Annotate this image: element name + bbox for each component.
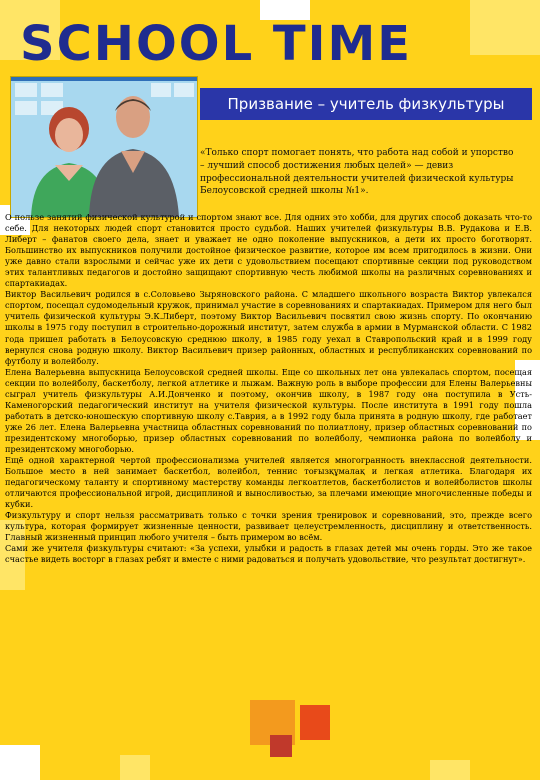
teachers-photo-icon: [10, 76, 198, 218]
article-paragraph: Сами же учителя физкультуры считают: «За успехи, улыбки и радость в глазах детей мы очень горды. Это же такое счастье видеть восторг в глазах ребят и вместе с ними радоваться и получать удовольствие, что результат достигнут».: [5, 543, 532, 565]
article-paragraph: Ещё одной характерной чертой профессионализма учителей является многогранность внеклассной деятельности. Большое место в ней занимает баскетбол, волейбол, теннис тоғызқұмалақ и легкая атлетика. Благодаря их педагогическому таланту и спортивному мастерству команды легкоатлетов, баскетболистов и волейболистов школы отличаются профессиональной игрой, дисциплиной и выносливостью, за плечами имеющие многочисленные победы и кубки.: [5, 455, 532, 510]
article-body: [5, 212, 532, 566]
article-paragraph: Физкультуру и спорт нельзя рассматривать только с точки зрения тренировок и соревнований, это, прежде всего культура, которая формирует жизненные ценности, развивает целеустремленность, дисциплину и ответственность. Главный жизненный принцип любого учителя – быть примером во всём.: [5, 510, 532, 543]
lead-quote: «Только спорт помогает понять, что работа над собой и упорство – лучший способ достижения любых целей» — девиз профессиональной деятельности учителей физической культуры Белоусовской средней школы №1».: [200, 148, 514, 197]
article-paragraph: Елена Валерьевна выпускница Белоусовской средней школы. Еще со школьных лет она увлекалась спортом, посещая секции по волейболу, баскетболу, легкой атлетике и лыжам. Важную роль в выборе профессии для Елены Валерьевны сыграл учитель физкультуры А.И.Донченко и поэтому, окончив школу, в 1987 году она поступила в Усть-Каменогорский педагогический институт на учителя физической культуры. После института в 1991 году пошла работать в детско-юношескую спортивную школу с.Таврия, а в 1992 году была принята в родную школу, где работает уже 26 лет. Елена Валерьевна участница областных соревнований по полиатлону, призер областных соревнований по президентскому многоборью, призер областных соревнований по волейболу, чемпионка района по волейболу и президентскому многоборью.: [5, 366, 532, 454]
article-paragraph: О пользе занятий физической культурой и спортом знают все. Для одних это хобби, для других способ доказать что-то себе. Для некоторых людей спорт становится просто судьбой. Наших учителей физкультуры В.В. Рудакова и Е.В. Либерт – фанатов своего дела, знает и уважает не одно поколение выпускников, а дети их просто боготворят. Большинство их выпускников получили достойное физическое развитие, которое им всем пригодилось в жизни. Они уже давно стали взрослыми и сейчас уже их дети с удовольствием посещают спортивные секции под руководством этих талантливых педагогов и достойно защищают спортивную честь любимой школы на различных соревнованиях и спартакиадах.: [5, 212, 532, 289]
article-paragraph: Виктор Васильевич родился в с.Соловьево Зыряновского района. С младшего школьного возраста Виктор увлекался спортом, посещал судомодельный кружок, принимал участие в соревнованиях и спартакиадах. Примером для него был учитель физической культуры Э.К.Либерт, поэтому Виктор Васильевич посвятил свою жизнь спорту. По окончанию школы в 1975 году поступил в строительно-дорожный институт, затем служба в армии в Мурманской области. С 1982 года пришел работать в Белоусовскую среднюю школу, в 1985 году уехал в Ставропольский край и в 1999 году вернулся снова родную школу. Виктор Васильевич призер районных, областных и республиканских соревнований по футболу и волейболу.: [5, 289, 532, 366]
masthead-title: SCHOOL TIME: [20, 16, 413, 72]
article-heading: Призвание – учитель физкультуры: [200, 88, 532, 120]
